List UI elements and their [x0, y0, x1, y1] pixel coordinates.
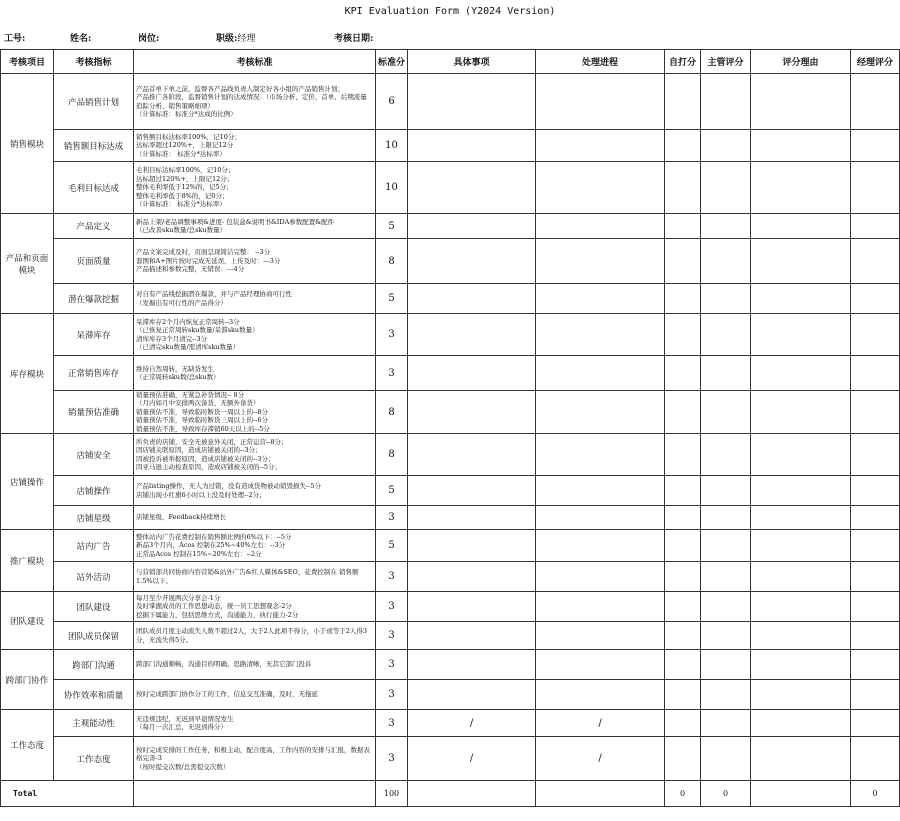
standard-cell: 呆滞库存2个月内恢复正常周转--3分 （已恢复正常周转sku数量/呆滞sku数量） 清库库存3个月清完--3分 （已清完sku数量/需清库sku数量） — [134, 314, 376, 356]
reason-cell[interactable] — [751, 130, 851, 162]
manager-score-cell[interactable] — [851, 434, 900, 476]
evaluation-date-label: 考核日期: — [334, 34, 374, 44]
progress-cell[interactable] — [536, 506, 665, 530]
supervisor-score-cell[interactable] — [701, 130, 751, 162]
standard-score-cell: 5 — [376, 476, 408, 506]
progress-cell[interactable] — [536, 284, 665, 314]
standard-cell: 整体站内广告花费控制在销售额比例的6%以下：--5分 新品3个月内，Acos 控制在25%~40%左右：--3分 正常品Acos 控制在15%~20%左右：--2分 — [134, 530, 376, 562]
standard-cell: 产品首单下单之前，监督各产品线负责人制定好各小组的产品销售计划； 产品推广各阶段，监督销售计划的达成情况：（市场分析、定价、首单、后期流量追踪分析、销售策略细项） （计算标准：标准分*达成的比例） — [134, 74, 376, 130]
module-cell: 工作态度 — [1, 710, 54, 781]
manager-score-cell[interactable] — [851, 162, 900, 214]
employee-id-label: 工号: — [4, 34, 26, 44]
reason-cell[interactable] — [751, 737, 851, 781]
indicator-cell: 销量预估准确 — [54, 391, 134, 434]
indicator-cell: 协作效率和质量 — [54, 680, 134, 710]
self-score-cell[interactable] — [665, 356, 701, 391]
standard-score-cell: 3 — [376, 710, 408, 737]
progress-cell[interactable] — [536, 562, 665, 592]
progress-cell[interactable] — [536, 476, 665, 506]
self-score-cell[interactable] — [665, 434, 701, 476]
progress-cell[interactable]: / — [536, 710, 665, 737]
indicator-cell: 主观能动性 — [54, 710, 134, 737]
self-score-cell[interactable] — [665, 476, 701, 506]
self-score-cell[interactable] — [665, 737, 701, 781]
standard-score-cell: 3 — [376, 737, 408, 781]
reason-cell[interactable] — [751, 314, 851, 356]
post-label: 岗位: — [138, 34, 160, 44]
standard-score-cell: 3 — [376, 562, 408, 592]
module-cell: 库存模块 — [1, 314, 54, 434]
manager-score-cell[interactable] — [851, 239, 900, 284]
header-cell: 考核指标 — [54, 50, 134, 74]
progress-cell[interactable] — [536, 130, 665, 162]
standard-score-cell: 3 — [376, 506, 408, 530]
supervisor-score-cell[interactable] — [701, 710, 751, 737]
total-row — [1, 781, 900, 807]
name-label: 姓名: — [70, 34, 92, 44]
self-score-cell[interactable] — [665, 314, 701, 356]
manager-score-cell[interactable] — [851, 680, 900, 710]
self-score-cell[interactable] — [665, 239, 701, 284]
item-cell[interactable] — [408, 74, 536, 130]
item-cell[interactable] — [408, 680, 536, 710]
indicator-cell: 工作态度 — [54, 737, 134, 781]
header-cell: 考核标准 — [134, 50, 376, 74]
supervisor-score-cell[interactable] — [701, 162, 751, 214]
self-score-cell[interactable] — [665, 214, 701, 239]
item-cell[interactable] — [408, 650, 536, 680]
reason-cell[interactable] — [751, 74, 851, 130]
indicator-cell: 店铺安全 — [54, 434, 134, 476]
reason-cell[interactable] — [751, 476, 851, 506]
standard-cell: 按时完成跨部门协作分工的工作，信息交互准确，及时，无拖延 — [134, 680, 376, 710]
progress-cell[interactable] — [536, 592, 665, 622]
progress-cell[interactable] — [536, 391, 665, 434]
item-cell[interactable] — [408, 622, 536, 650]
standard-score-cell: 8 — [376, 239, 408, 284]
rank-field: 职级:经理 — [216, 34, 256, 44]
progress-cell[interactable] — [536, 622, 665, 650]
standard-cell: 销量预估准确，无紧急补货情况-- 8分 （月内如月中安排两次备货，无额外备货） 销量预估不准，导致临时断货一周以上的--8分 销量预估不准，导致临时断货三周以上的--6分 销量预估不准，导致库存滞销60天以上的--5分 — [134, 391, 376, 434]
manager-score-cell[interactable] — [851, 592, 900, 622]
supervisor-score-cell[interactable] — [701, 391, 751, 434]
self-score-cell[interactable] — [665, 530, 701, 562]
item-cell[interactable] — [408, 130, 536, 162]
header-cell: 自打分 — [665, 50, 701, 74]
reason-cell[interactable] — [751, 214, 851, 239]
self-score-cell[interactable] — [665, 284, 701, 314]
module-cell: 团队建设 — [1, 592, 54, 650]
item-cell[interactable] — [408, 239, 536, 284]
module-cell: 店铺操作 — [1, 434, 54, 530]
manager-score-cell[interactable] — [851, 530, 900, 562]
supervisor-score-cell[interactable] — [701, 476, 751, 506]
item-cell[interactable]: / — [408, 710, 536, 737]
table-row — [1, 650, 900, 680]
table-row — [1, 562, 900, 592]
header-cell: 评分理由 — [751, 50, 851, 74]
indicator-cell: 站内广告 — [54, 530, 134, 562]
module-cell: 销售模块 — [1, 74, 54, 214]
module-cell: 推广模块 — [1, 530, 54, 592]
standard-cell: 跨部门沟通顺畅，沟通目的明确，思路清晰，无其它部门投诉 — [134, 650, 376, 680]
progress-cell[interactable] — [536, 74, 665, 130]
indicator-cell: 呆滞库存 — [54, 314, 134, 356]
item-cell[interactable] — [408, 391, 536, 434]
table-row — [1, 162, 900, 214]
standard-cell: 团队成员月度主动流失人数不超过2人，大于2人此项不得分，小于或等于2人得3分，无流失得5分。 — [134, 622, 376, 650]
item-cell[interactable] — [408, 592, 536, 622]
manager-score-cell[interactable] — [851, 737, 900, 781]
reason-cell[interactable] — [751, 356, 851, 391]
manager-score-cell[interactable] — [851, 476, 900, 506]
table-row — [1, 710, 900, 737]
self-score-cell[interactable] — [665, 622, 701, 650]
manager-score-cell[interactable] — [851, 710, 900, 737]
manager-score-cell[interactable] — [851, 356, 900, 391]
item-cell[interactable] — [408, 434, 536, 476]
supervisor-score-cell[interactable] — [701, 737, 751, 781]
table-row — [1, 530, 900, 562]
standard-score-cell: 3 — [376, 592, 408, 622]
progress-cell[interactable] — [536, 314, 665, 356]
supervisor-score-cell[interactable] — [701, 434, 751, 476]
module-cell: 产品和页面模块 — [1, 214, 54, 314]
manager-score-cell[interactable] — [851, 74, 900, 130]
standard-score-cell: 8 — [376, 434, 408, 476]
reason-cell[interactable] — [751, 391, 851, 434]
table-row — [1, 592, 900, 622]
self-score-cell[interactable] — [665, 562, 701, 592]
kpi-body — [1, 74, 900, 781]
item-cell[interactable] — [408, 476, 536, 506]
table-row — [1, 74, 900, 130]
total-score: 100 — [376, 781, 408, 807]
supervisor-score-cell[interactable] — [701, 622, 751, 650]
indicator-cell: 正常销售库存 — [54, 356, 134, 391]
indicator-cell: 销售额目标达成 — [54, 130, 134, 162]
standard-cell: 店铺星级，Feedback持续增长 — [134, 506, 376, 530]
standard-score-cell: 3 — [376, 650, 408, 680]
supervisor-score-cell[interactable] — [701, 239, 751, 284]
indicator-cell: 产品销售计划 — [54, 74, 134, 130]
supervisor-score-cell[interactable] — [701, 214, 751, 239]
self-score-cell[interactable] — [665, 391, 701, 434]
supervisor-score-cell[interactable] — [701, 650, 751, 680]
header-cell: 具体事项 — [408, 50, 536, 74]
self-score-cell[interactable] — [665, 506, 701, 530]
supervisor-score-cell[interactable] — [701, 314, 751, 356]
indicator-cell: 跨部门沟通 — [54, 650, 134, 680]
standard-score-cell: 6 — [376, 74, 408, 130]
supervisor-score-cell[interactable] — [701, 592, 751, 622]
manager-score-cell[interactable] — [851, 214, 900, 239]
kpi-table — [0, 49, 900, 807]
standard-score-cell: 10 — [376, 162, 408, 214]
table-row — [1, 284, 900, 314]
progress-cell[interactable] — [536, 162, 665, 214]
standard-cell: 销售额目标达标率100%，记10分； 达标率超过120%+，上限记12分 （计算标准： 标准分*达标率） — [134, 130, 376, 162]
reason-cell[interactable] — [751, 162, 851, 214]
self-score-cell[interactable] — [665, 162, 701, 214]
total-progress-cell — [536, 781, 665, 807]
indicator-cell: 店铺星级 — [54, 506, 134, 530]
self-score-cell[interactable] — [665, 130, 701, 162]
table-row — [1, 314, 900, 356]
manager-score-cell[interactable] — [851, 391, 900, 434]
standard-cell: 每月至少开展两次分享会-1分 及时掌握成员的工作思想动态，统一员工思想观念-2分 挖掘下属能力，包括思维方式，沟通能力，执行能力-2分 — [134, 592, 376, 622]
header-row — [1, 50, 900, 74]
reason-cell[interactable] — [751, 650, 851, 680]
standard-score-cell: 10 — [376, 130, 408, 162]
reason-cell[interactable] — [751, 434, 851, 476]
reason-cell[interactable] — [751, 562, 851, 592]
total-manager-score: 0 — [851, 781, 900, 807]
item-cell[interactable]: / — [408, 737, 536, 781]
table-row — [1, 130, 900, 162]
standard-cell: 维持自然周转，无缺货发生 （正常周转sku数/总sku数） — [134, 356, 376, 391]
self-score-cell[interactable] — [665, 592, 701, 622]
reason-cell[interactable] — [751, 506, 851, 530]
item-cell[interactable] — [408, 356, 536, 391]
item-cell[interactable] — [408, 562, 536, 592]
table-row — [1, 737, 900, 781]
standard-cell: 按时完成安排的工作任务，积极主动，配合度高，工作内容的安排与汇报，数据表格完善-3 （按时提交次数/总需提交次数） — [134, 737, 376, 781]
standard-score-cell: 3 — [376, 356, 408, 391]
standard-cell: 新品上架/老品调整事项&进度- 包装盒&说明书&IDA参数配置&配件 （已改善sku数量/总sku数量） — [134, 214, 376, 239]
supervisor-score-cell[interactable] — [701, 530, 751, 562]
progress-cell[interactable]: / — [536, 737, 665, 781]
progress-cell[interactable] — [536, 214, 665, 239]
indicator-cell: 团队建设 — [54, 592, 134, 622]
reason-cell[interactable] — [751, 680, 851, 710]
indicator-cell: 潜在爆款挖掘 — [54, 284, 134, 314]
standard-score-cell: 8 — [376, 391, 408, 434]
table-row — [1, 506, 900, 530]
standard-score-cell: 5 — [376, 530, 408, 562]
table-row — [1, 680, 900, 710]
standard-score-cell: 3 — [376, 314, 408, 356]
indicator-cell: 产品定义 — [54, 214, 134, 239]
table-row — [1, 622, 900, 650]
module-cell: 跨部门协作 — [1, 650, 54, 710]
standard-score-cell: 5 — [376, 214, 408, 239]
progress-cell[interactable] — [536, 530, 665, 562]
standard-cell: 所负责的店铺，安全无被意外关闭，正常运营--8分； 因店铺关联原因，造成店铺被关闭的--3分； 因被投诉被举报原因，造成店铺被关闭的--3分； 因亚马逊主动检查原因，造成店铺被关闭的--5分； — [134, 434, 376, 476]
indicator-cell: 团队成员保留 — [54, 622, 134, 650]
header-cell: 标准分 — [376, 50, 408, 74]
table-row — [1, 476, 900, 506]
reason-cell[interactable] — [751, 592, 851, 622]
header-cell: 处理进程 — [536, 50, 665, 74]
indicator-cell: 页面质量 — [54, 239, 134, 284]
self-score-cell[interactable] — [665, 680, 701, 710]
standard-cell: 与营销部共同协商内容营销&站外广告&红人媒体&SEO，花费控制在 销售额1.5%以下。 — [134, 562, 376, 592]
progress-cell[interactable] — [536, 356, 665, 391]
standard-score-cell: 3 — [376, 622, 408, 650]
item-cell[interactable] — [408, 284, 536, 314]
header-cell: 经理评分 — [851, 50, 900, 74]
standard-score-cell: 5 — [376, 284, 408, 314]
progress-cell[interactable] — [536, 434, 665, 476]
supervisor-score-cell[interactable] — [701, 680, 751, 710]
manager-score-cell[interactable] — [851, 562, 900, 592]
form-title: KPI Evaluation Form (Y2024 Version) — [344, 6, 556, 17]
table-row — [1, 356, 900, 391]
manager-score-cell[interactable] — [851, 622, 900, 650]
self-score-cell[interactable] — [665, 650, 701, 680]
supervisor-score-cell[interactable] — [701, 356, 751, 391]
standard-cell: 对自有产品线挖掘潜在爆款，并与产品经理协商可行性 （发掘出有可行性的产品得分） — [134, 284, 376, 314]
total-standard-cell — [134, 781, 376, 807]
progress-cell[interactable] — [536, 239, 665, 284]
total-label: Total — [1, 781, 134, 807]
manager-score-cell[interactable] — [851, 314, 900, 356]
indicator-cell: 站外活动 — [54, 562, 134, 592]
total-self-score: 0 — [665, 781, 701, 807]
table-row — [1, 214, 900, 239]
self-score-cell[interactable] — [665, 710, 701, 737]
supervisor-score-cell[interactable] — [701, 506, 751, 530]
item-cell[interactable] — [408, 214, 536, 239]
table-row — [1, 434, 900, 476]
total-reason-cell — [751, 781, 851, 807]
reason-cell[interactable] — [751, 622, 851, 650]
reason-cell[interactable] — [751, 239, 851, 284]
item-cell[interactable] — [408, 530, 536, 562]
supervisor-score-cell[interactable] — [701, 74, 751, 130]
table-row — [1, 239, 900, 284]
manager-score-cell[interactable] — [851, 284, 900, 314]
item-cell[interactable] — [408, 506, 536, 530]
header-cell: 主管评分 — [701, 50, 751, 74]
progress-cell[interactable] — [536, 650, 665, 680]
supervisor-score-cell[interactable] — [701, 562, 751, 592]
header-cell: 考核项目 — [1, 50, 54, 74]
manager-score-cell[interactable] — [851, 506, 900, 530]
table-row — [1, 391, 900, 434]
standard-cell: 无违规违纪，无迟到早退情况发生 （每月一次汇总，无迟到得分） — [134, 710, 376, 737]
total-supervisor-score: 0 — [701, 781, 751, 807]
standard-cell: 毛利目标达标率100%，记10分； 达标超过120%+，上限记12分； 整体毛利率低于12%的，记5分； 整体毛利率低于8%的，记0分； （计算标准： 标准分*达标率） — [134, 162, 376, 214]
rank-value: 经理 — [237, 34, 256, 44]
standard-cell: 产品listing操作，无人为过错，没有造成货物被动销毁损失--5分 店铺出现小红旗6小时以上没及时处理--2分； — [134, 476, 376, 506]
standard-cell: 产品文案完成及时，页面呈现简洁完整： --3分 套图和A+图片按时完成无延误，上传及时：---3分 产品描述和参数完整，无错误：---4分 — [134, 239, 376, 284]
reason-cell[interactable] — [751, 284, 851, 314]
item-cell[interactable] — [408, 162, 536, 214]
reason-cell[interactable] — [751, 710, 851, 737]
standard-score-cell: 3 — [376, 680, 408, 710]
indicator-cell: 店铺操作 — [54, 476, 134, 506]
supervisor-score-cell[interactable] — [701, 284, 751, 314]
progress-cell[interactable] — [536, 680, 665, 710]
item-cell[interactable] — [408, 314, 536, 356]
manager-score-cell[interactable] — [851, 650, 900, 680]
indicator-cell: 毛利目标达成 — [54, 162, 134, 214]
total-item-cell — [408, 781, 536, 807]
reason-cell[interactable] — [751, 530, 851, 562]
self-score-cell[interactable] — [665, 74, 701, 130]
manager-score-cell[interactable] — [851, 130, 900, 162]
